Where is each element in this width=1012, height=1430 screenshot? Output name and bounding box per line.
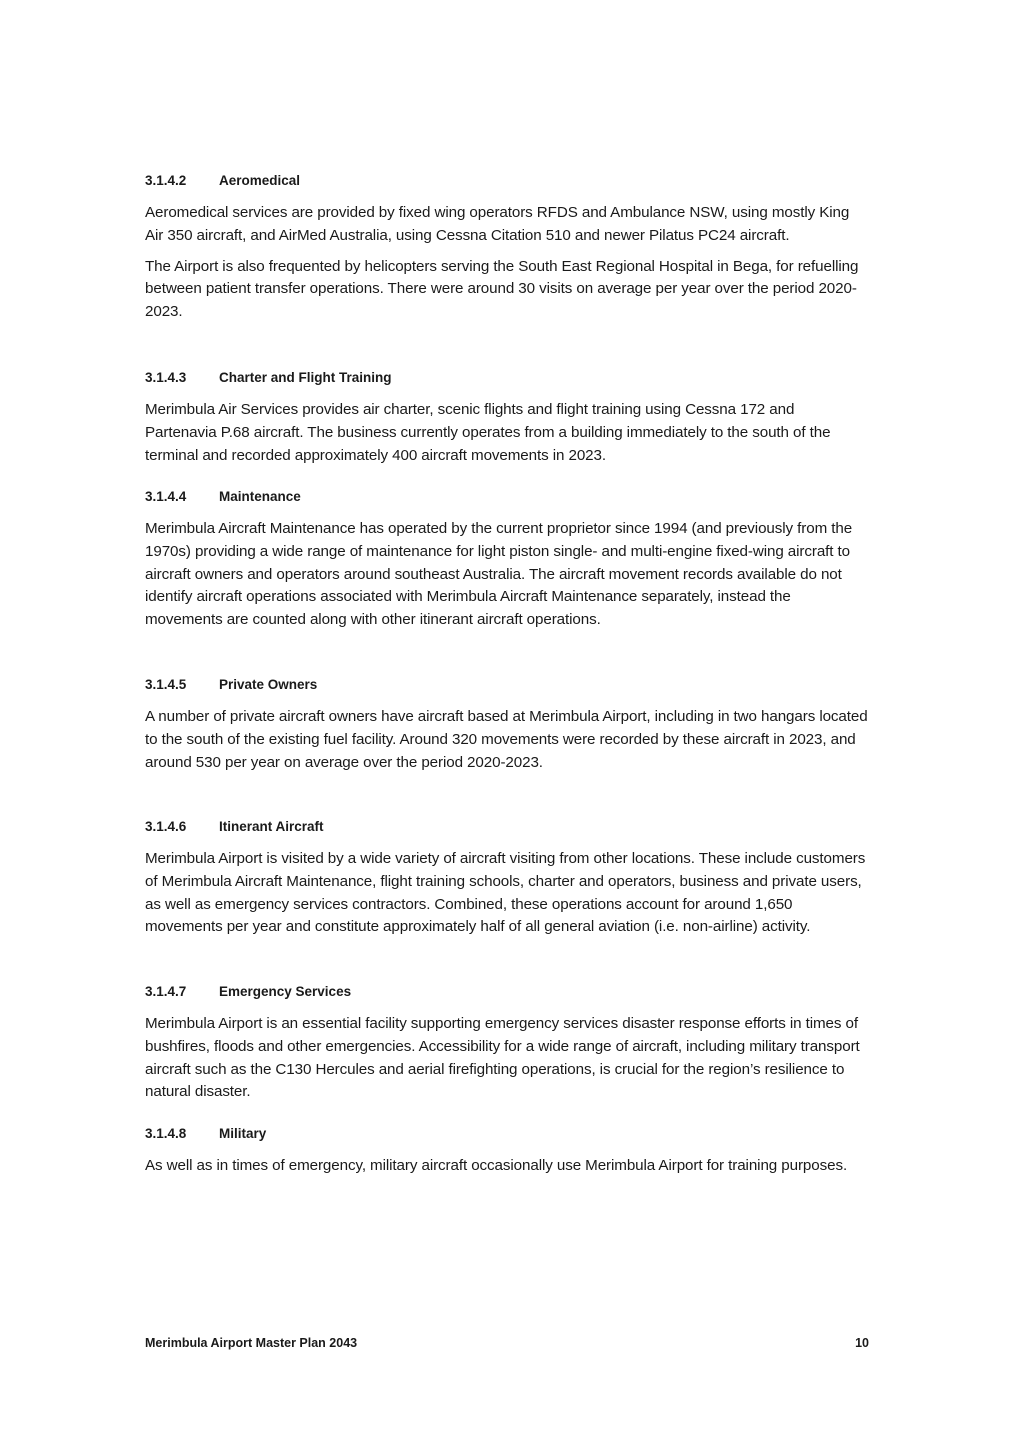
section-number: 3.1.4.7	[145, 984, 187, 999]
paragraph: A number of private aircraft owners have aircraft based at Merimbula Airport, including in two hangars located to the south of the existing fuel facility. Around 320 movements were recorded by these aircraft in 2023, and around 530 per year on average over the period 2020-2023.	[145, 708, 868, 771]
section-heading	[145, 172, 869, 190]
section-number: 3.1.4.8	[145, 1126, 187, 1141]
section-title: Emergency Services	[219, 984, 352, 999]
section-heading	[145, 983, 869, 1001]
paragraph: Aeromedical services are provided by fixed wing operators RFDS and Ambulance NSW, using mostly King Air 350 aircraft, and AirMed Australia, using Cessna Citation 510 and newer Pilatus PC24 aircraft.	[145, 204, 850, 244]
page-footer	[145, 1336, 869, 1350]
section-number: 3.1.4.3	[145, 370, 187, 385]
section-heading	[145, 488, 869, 506]
paragraph: The Airport is also frequented by helicopters serving the South East Regional Hospital in Bega, for refuelling between patient transfer operations. There were around 30 visits on average per year over the period 2020-2023.	[145, 257, 859, 321]
footer-page-number: 10	[855, 1336, 869, 1350]
section-number: 3.1.4.5	[145, 677, 187, 692]
paragraph: Merimbula Airport is visited by a wide variety of aircraft visiting from other locations. These include customers of Merimbula Aircraft Maintenance, flight training schools, charter and operators, business and private users, as well as emergency services contractors. Combined, these operations account for around 1,650 movements per year and constitute approximately half of all general aviation (i.e. non-airline) activity.	[145, 850, 866, 936]
section-private-owners	[145, 676, 869, 774]
section-charter-flight-training	[145, 369, 869, 467]
section-maintenance	[145, 488, 869, 632]
footer-document-title: Merimbula Airport Master Plan 2043	[145, 1336, 358, 1350]
section-military	[145, 1125, 869, 1178]
section-title: Military	[219, 1126, 267, 1141]
paragraph: Merimbula Air Services provides air charter, scenic flights and flight training using Cessna 172 and Partenavia P.68 aircraft. The business currently operates from a building immediately to the south of the terminal and recorded approximately 400 aircraft movements in 2023.	[145, 401, 831, 464]
section-title: Itinerant Aircraft	[219, 819, 324, 834]
paragraph: Merimbula Aircraft Maintenance has operated by the current proprietor since 1994 (and previously from the 1970s) providing a wide range of maintenance for light piston single- and multi-engine fixed-wing aircraft to aircraft owners and operators around southeast Australia. The aircraft movement records available do not identify aircraft operations associated with Merimbula Aircraft Maintenance separately, instead the movements are counted along with other itinerant aircraft operations.	[145, 520, 853, 629]
section-title: Aeromedical	[219, 173, 301, 188]
section-heading	[145, 1125, 869, 1143]
section-number: 3.1.4.6	[145, 819, 187, 834]
paragraph: Merimbula Airport is an essential facility supporting emergency services disaster response efforts in times of bushfires, floods and other emergencies. Accessibility for a wide range of aircraft, including military transport aircraft such as the C130 Hercules and aerial firefighting operations, is crucial for the region’s resilience to natural disaster.	[145, 1015, 860, 1101]
section-title: Private Owners	[219, 677, 318, 692]
section-heading	[145, 818, 869, 836]
section-title: Maintenance	[219, 489, 301, 504]
section-number: 3.1.4.4	[145, 489, 187, 504]
section-aeromedical	[145, 172, 869, 324]
section-heading	[145, 369, 869, 387]
paragraph: As well as in times of emergency, military aircraft occasionally use Merimbula Airport for training purposes.	[145, 1157, 848, 1174]
section-title: Charter and Flight Training	[219, 370, 392, 385]
section-emergency-services	[145, 983, 869, 1104]
section-heading	[145, 676, 869, 694]
section-number: 3.1.4.2	[145, 173, 187, 188]
section-itinerant-aircraft	[145, 818, 869, 939]
